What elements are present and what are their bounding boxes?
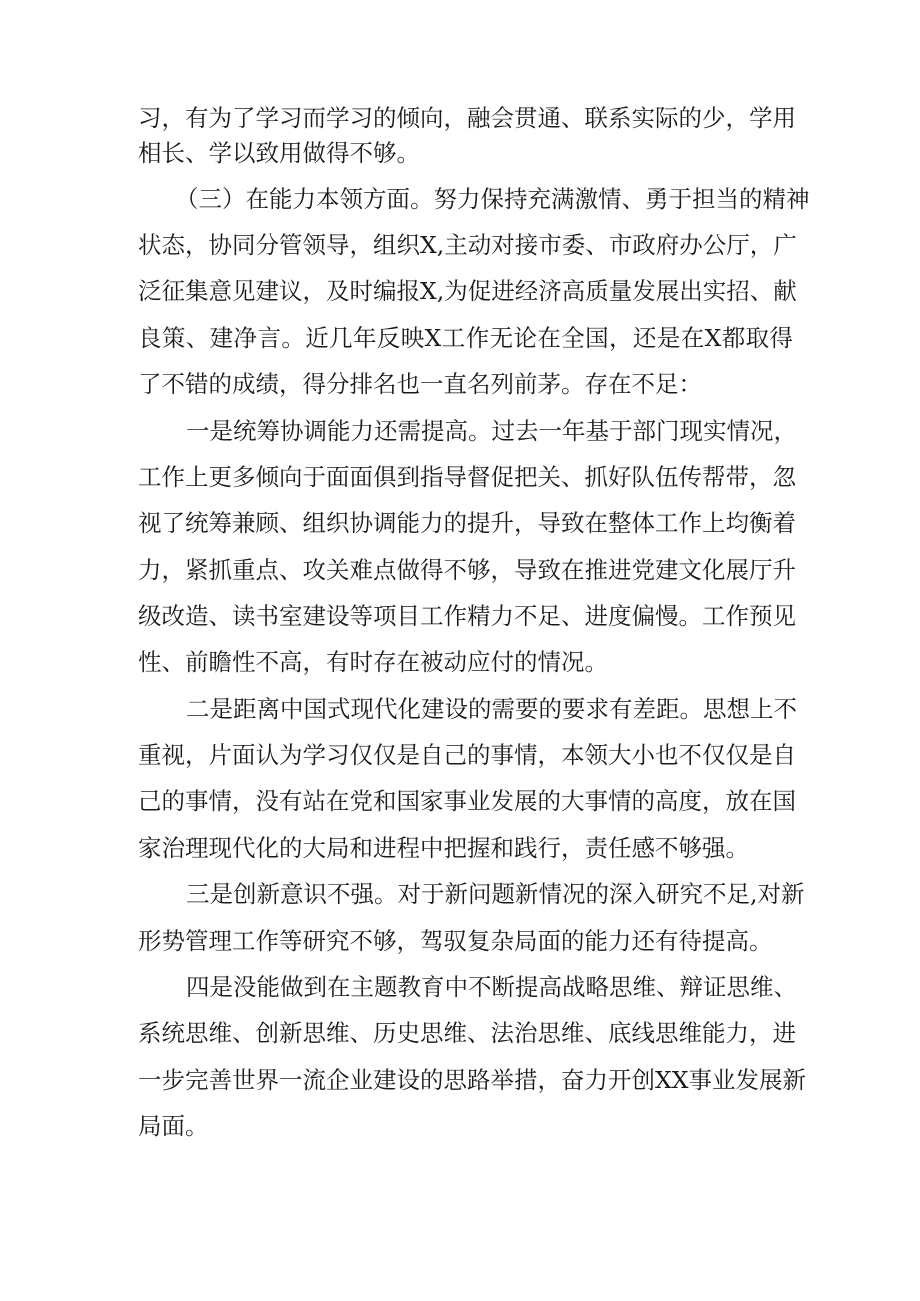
paragraph-line: 工作上更多倾向于面面俱到指导督促把关、抓好队伍传帮带，忽: [138, 463, 796, 491]
paragraph-line: 力，紧抓重点、攻关难点做得不够，导致在推进党建文化展厅升: [138, 556, 796, 584]
paragraph-line: 局面。: [138, 1112, 209, 1140]
paragraph-line: 二是距离中国式现代化建设的需要的要求有差距。思想上不: [186, 695, 797, 723]
paragraph-line: 一步完善世界一流企业建设的思路举措，奋力开创XX事业发展新: [138, 1066, 806, 1094]
paragraph-line: 一是统筹协调能力还需提高。过去一年基于部门现实情况，: [186, 417, 797, 445]
paragraph-line: 性、前瞻性不高，有时存在被动应付的情况。: [138, 648, 608, 676]
paragraph-line: 三是创新意识不强。对于新问题新情况的深入研究不足,对新: [186, 880, 805, 908]
paragraph-line: 了不错的成绩，得分排名也一直名列前茅。存在不足：: [138, 370, 702, 398]
section-heading-line: （三）在能力本领方面。努力保持充满激情、勇于担当的精神: [175, 185, 810, 213]
paragraph-line: 形势管理工作等研究不够，驾驭复杂局面的能力还有待提高。: [138, 927, 773, 955]
paragraph-line: 习，有为了学习而学习的倾向，融会贯通、联系实际的少，学用: [138, 104, 796, 132]
paragraph-line: 相长、学以致用做得不够。: [138, 139, 420, 167]
paragraph-line: 泛征集意见建议，及时编报X,为促进经济高质量发展出实招、献: [138, 277, 797, 305]
paragraph-line: 视了统筹兼顾、组织协调能力的提升，导致在整体工作上均衡着: [138, 509, 796, 537]
paragraph-line: 状态，协同分管领导，组织X,主动对接市委、市政府办公厅，广: [138, 231, 797, 259]
paragraph-line: 重视，片面认为学习仅仅是自己的事情，本领大小也不仅仅是自: [138, 741, 796, 769]
paragraph-line: 家治理现代化的大局和进程中把握和践行，责任感不够强。: [138, 834, 749, 862]
paragraph-line: 己的事情，没有站在党和国家事业发展的大事情的高度，放在国: [138, 787, 796, 815]
paragraph-line: 良策、建净言。近几年反映X工作无论在全国，还是在X都取得: [138, 324, 793, 352]
paragraph-line: 级改造、读书室建设等项目工作精力不足、进度偏慢。工作预见: [138, 602, 796, 630]
paragraph-line: 四是没能做到在主题教育中不断提高战略思维、辩证思维、: [186, 973, 797, 1001]
paragraph-line: 系统思维、创新思维、历史思维、法治思维、底线思维能力，进: [138, 1019, 796, 1047]
